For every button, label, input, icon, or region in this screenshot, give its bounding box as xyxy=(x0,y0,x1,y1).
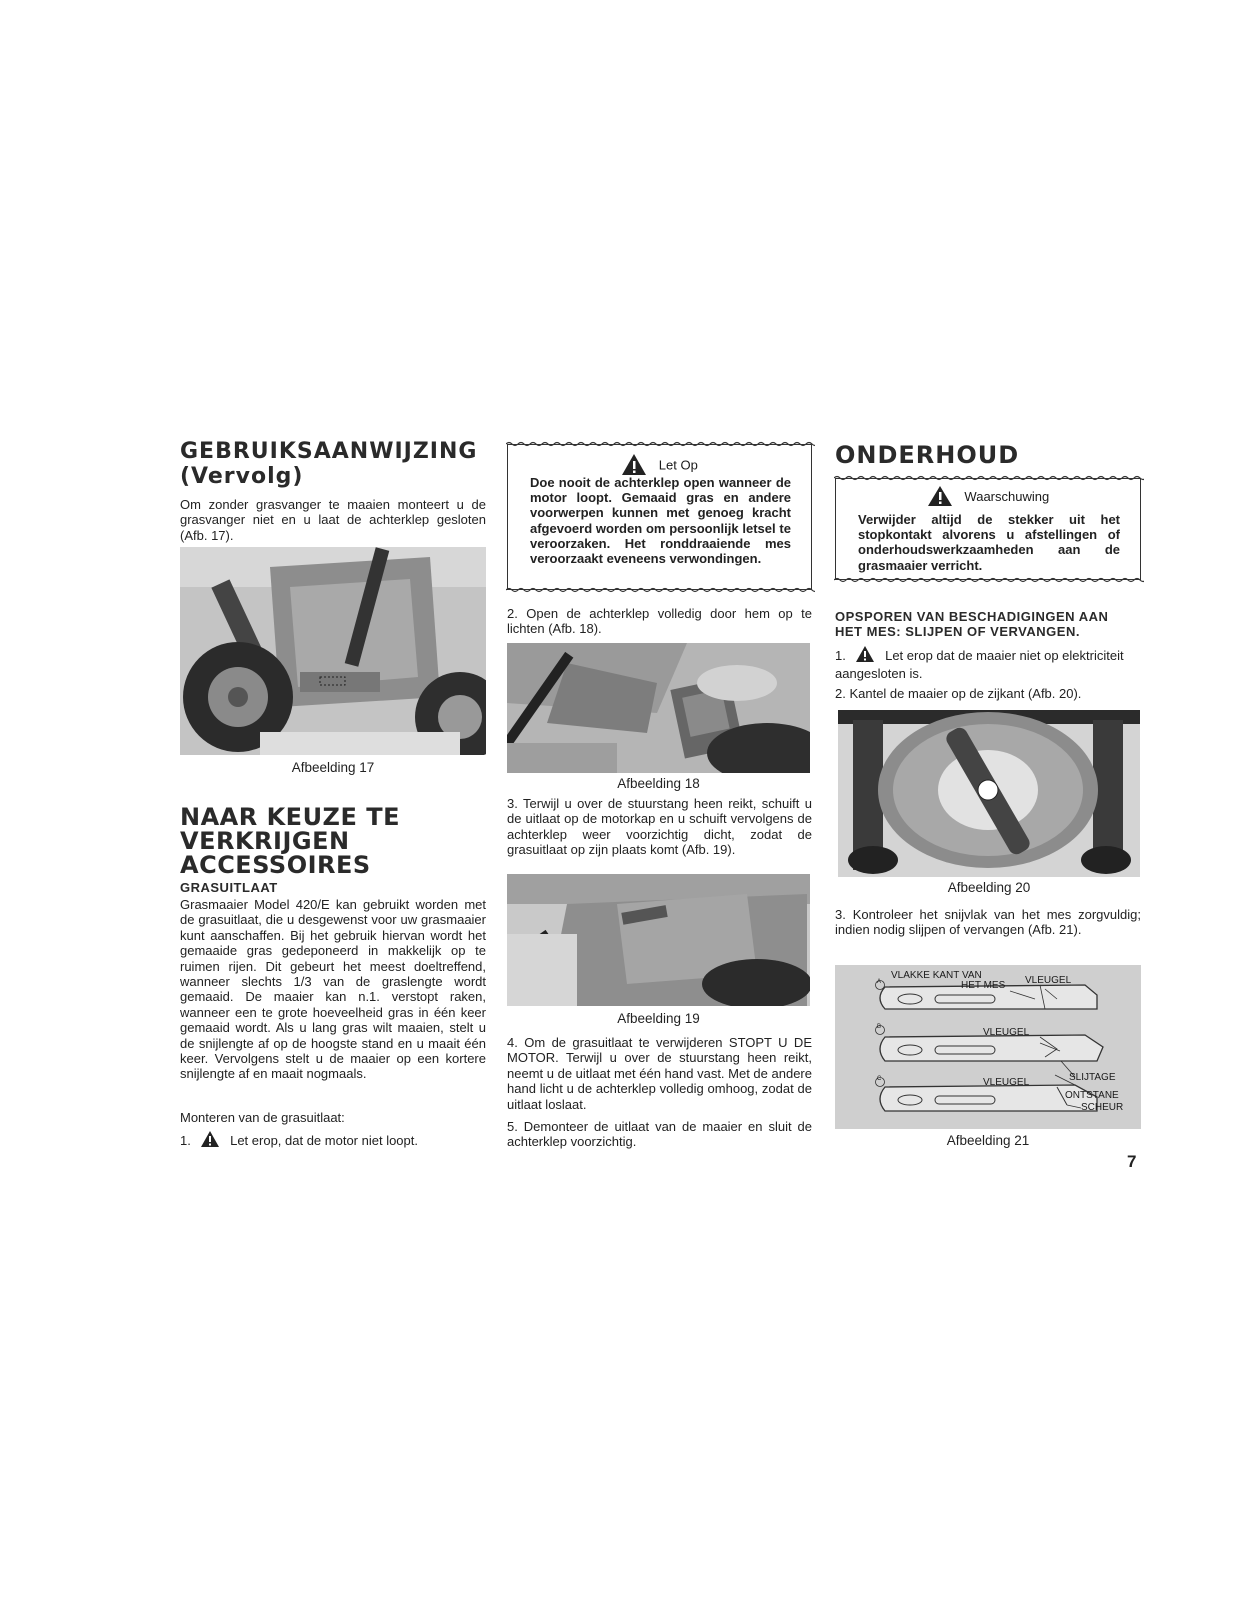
waarschuwing-box xyxy=(835,478,1141,580)
fig21-mark-b: B xyxy=(877,1024,882,1030)
subhead-opsporen-line2: HET MES: SLIJPEN OF VERVANGEN. xyxy=(835,624,1080,639)
warning-triangle-icon xyxy=(927,485,953,510)
fig21-label-flat-line2: HET MES xyxy=(961,980,1006,991)
col2-step4: 4. Om de grasuitlaat te verwijderen STOPT U DE MOTOR. Terwijl u over de stuurstang heen reikt, neemt u de uitlaat met één hand vast. Met de andere hand licht u de achterklep volledig omhoog, zodat de uitlaat loslaat. xyxy=(507,1035,812,1112)
fig21-mark-c: C xyxy=(877,1076,882,1082)
page-number: 7 xyxy=(1127,1152,1137,1171)
figure-20-caption: Afbeelding 20 xyxy=(947,880,1031,895)
section-title-line1: NAAR KEUZE TE xyxy=(180,803,400,831)
waarschuwing-title: Waarschuwing xyxy=(964,488,1050,504)
let-op-title: Let Op xyxy=(658,457,698,473)
figure-18-caption: Afbeelding 18 xyxy=(617,776,700,791)
col2-step5: 5. Demonteer de uitlaat van de maaier en sluit de achterklep voorzichtig. xyxy=(507,1119,812,1150)
figure-19-photo xyxy=(507,874,810,1006)
figure-17-photo xyxy=(180,547,486,755)
figure-17-caption: Afbeelding 17 xyxy=(291,760,375,775)
fig21-label-slijtage: SLIJTAGE xyxy=(1069,1072,1116,1083)
title-onderhoud: ONDERHOUD xyxy=(835,441,1020,469)
grasuitlaat-body: Grasmaaier Model 420/E kan gebruikt worden met de grasuitlaat, die u desgewenst voor uw grasmaaier kunt aanschaffen. Bij het gebruik hiervan wordt het gemaaide gras gedeponeerd in makkelijk op te ruimen rijen. Dit gebeurt het meest doeltreffend, wanneer slechts 1/3 van de graslengte wordt gemaaid. De maaier kan n.1. verstopt raken, wanneer een te grote hoeveelheid gras in één keer gemaaid wordt. Als u lang gras wilt maaien, stelt u de snijlengte af op de hoogste stand en u maait één keer. Vervolgens stelt u de maaier op een kortere snijlengte af en maait nogmaals. xyxy=(180,897,486,1082)
subhead-opsporen-line1: OPSPOREN VAN BESCHADIGINGEN AAN xyxy=(835,609,1109,624)
col2-step3: 3. Terwijl u over de stuurstang heen reikt, schuift u de uitlaat op de motorkap en u schuift vervolgens de achterklep weer voorzichtig dicht, zodat de grasuitlaat op zijn plaats komt (Afb. 19). xyxy=(507,796,812,858)
warning-triangle-icon xyxy=(855,645,875,666)
section-title-line3: ACCESSOIRES xyxy=(180,851,371,879)
section-title-line2: VERKRIJGEN xyxy=(180,827,350,855)
step1-text: Let erop, dat de motor niet loopt. xyxy=(230,1133,418,1148)
title-gebruiksaanwijzing: GEBRUIKSAANWIJZING xyxy=(180,439,478,464)
fig21-label-wing-c: VLEUGEL xyxy=(983,1077,1030,1088)
fig21-label-wing-a: VLEUGEL xyxy=(1025,975,1072,986)
col3-step1-text: Let erop dat de maaier niet op elektriciteit aangesloten is. xyxy=(835,648,1124,682)
title-vervolg: (Vervolg) xyxy=(180,464,304,489)
figure-18-photo xyxy=(507,643,810,773)
let-op-warning-box xyxy=(507,444,812,590)
col2-step2: 2. Open de achterklep volledig door hem op te lichten (Afb. 18). xyxy=(507,606,812,637)
figure-21-blade-diagram xyxy=(835,965,1141,1129)
fig21-mark-a: A xyxy=(877,979,882,985)
col3-step1 xyxy=(835,645,1141,682)
figure-19-caption: Afbeelding 19 xyxy=(617,1011,700,1026)
step1-col1 xyxy=(180,1130,486,1151)
subhead-grasuitlaat: GRASUITLAAT xyxy=(180,880,278,895)
col3-step2: 2. Kantel de maaier op de zijkant (Afb. 20). xyxy=(835,686,1082,701)
waarschuwing-text: Verwijder altijd de stekker uit het stopkontakt alvorens u afstellingen of onderhoudswerkzaamheden aan de grasmaaier verricht. xyxy=(858,512,1120,573)
waarschuwing-title-row xyxy=(836,485,1140,510)
figure-20-photo xyxy=(838,710,1140,877)
warning-triangle-icon xyxy=(200,1130,220,1151)
step1-number: 1. xyxy=(180,1133,191,1148)
intro-paragraph: Om zonder grasvanger te maaien monteert u de grasvanger niet en u laat de achterklep gesloten (Afb. 17). xyxy=(180,497,486,543)
mount-heading: Monteren van de grasuitlaat: xyxy=(180,1110,345,1125)
figure-21-caption: Afbeelding 21 xyxy=(946,1133,1030,1148)
fig21-label-ontstane: ONTSTANE xyxy=(1065,1090,1119,1101)
fig21-label-wing-b: VLEUGEL xyxy=(983,1027,1030,1038)
fig21-label-flat-line1: VLAKKE KANT VAN xyxy=(891,970,982,981)
col3-step1-number: 1. xyxy=(835,648,846,663)
let-op-text: Doe nooit de achterklep open wanneer de motor loopt. Gemaaid gras en andere voorwerpen kunnen met genoeg kracht afgevoerd worden om persoonlijk letsel te veroorzaken. Het ronddraaiende mes veroorzaakt eveneens verwondingen. xyxy=(530,475,791,567)
col3-step3: 3. Kontroleer het snijvlak van het mes zorgvuldig; indien nodig slijpen of vervangen (Afb. 21). xyxy=(835,907,1141,938)
fig21-label-scheur: SCHEUR xyxy=(1081,1102,1124,1113)
